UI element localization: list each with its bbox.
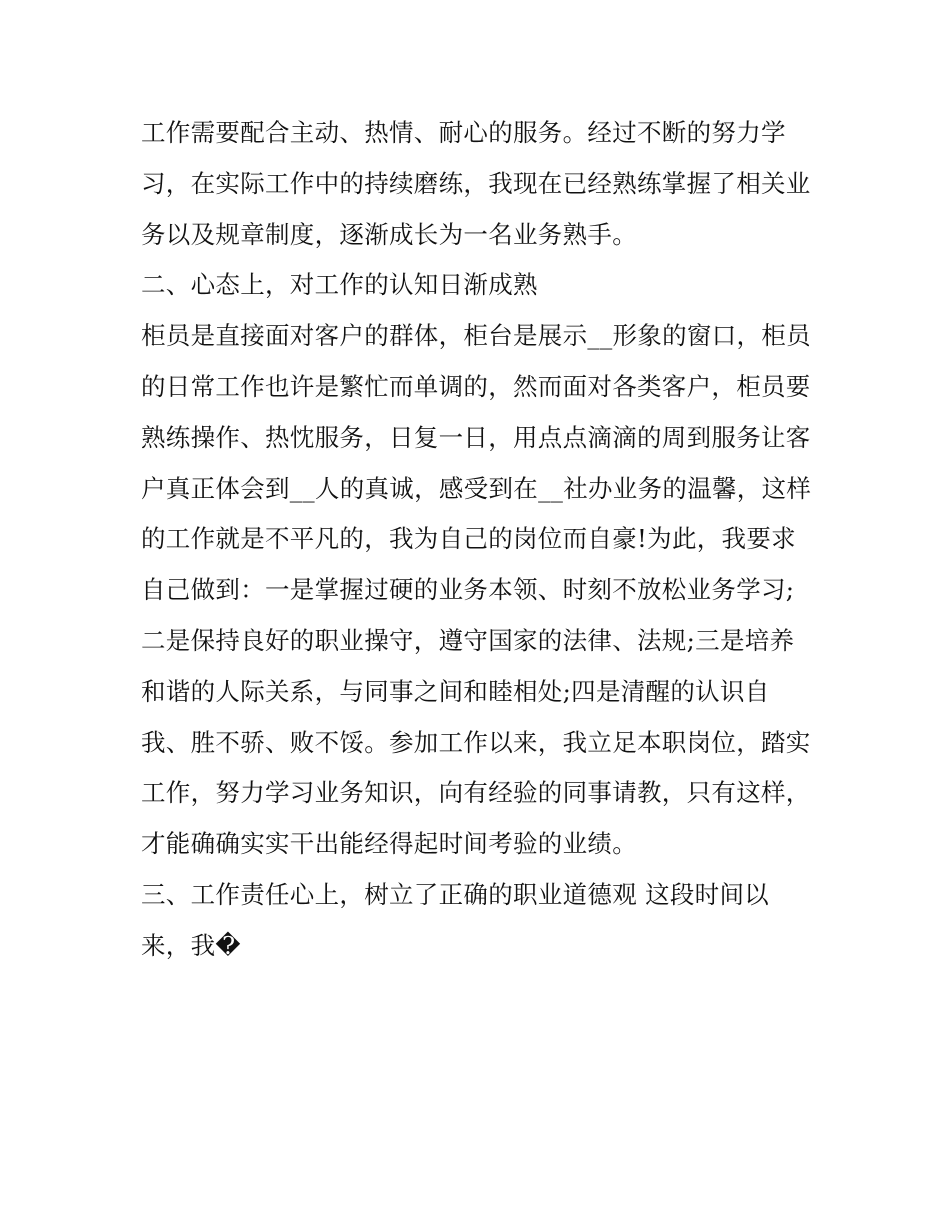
text-line: 二是保持良好的职业操守，遵守国家的法律、法规;三是培养 <box>141 625 795 655</box>
text-line: 才能确确实实干出能经得起时间考验的业绩。 <box>141 829 637 859</box>
text-line: 和谐的人际关系，与同事之间和睦相处;四是清醒的认识自 <box>141 676 770 706</box>
text-line: 的日常工作也许是繁忙而单调的，然而面对各类客户，柜员要 <box>141 371 811 401</box>
document-body <box>141 108 821 972</box>
section-heading-3: 三、工作责任心上，树立了正确的职业道德观 这段时间以 <box>141 879 770 909</box>
text-line: 户真正体会到__人的真诚，感受到在__社办业务的温馨，这样 <box>141 473 812 503</box>
text-line: 自己做到：一是掌握过硬的业务本领、时刻不放松业务学习; <box>141 575 795 605</box>
text-line: 来，我� <box>141 930 241 960</box>
text-line: 工作，努力学习业务知识，向有经验的同事请教，只有这样， <box>141 778 811 808</box>
text-line: 我、胜不骄、败不馁。参加工作以来，我立足本职岗位，踏实 <box>141 727 811 757</box>
text-line: 习，在实际工作中的持续磨练，我现在已经熟练掌握了相关业 <box>141 168 811 198</box>
section-heading-2: 二、心态上，对工作的认知日渐成熟 <box>141 270 538 300</box>
text-line: 熟练操作、热忱服务，日复一日，用点点滴滴的周到服务让客 <box>141 422 811 452</box>
text-line: 的工作就是不平凡的，我为自己的岗位而自豪!为此，我要求 <box>141 524 796 554</box>
text-line: 工作需要配合主动、热情、耐心的服务。经过不断的努力学 <box>141 118 786 147</box>
text-line: 柜员是直接面对客户的群体，柜台是展示__形象的窗口，柜员 <box>141 321 811 351</box>
text-line: 务以及规章制度，逐渐成长为一名业务熟手。 <box>141 219 637 249</box>
